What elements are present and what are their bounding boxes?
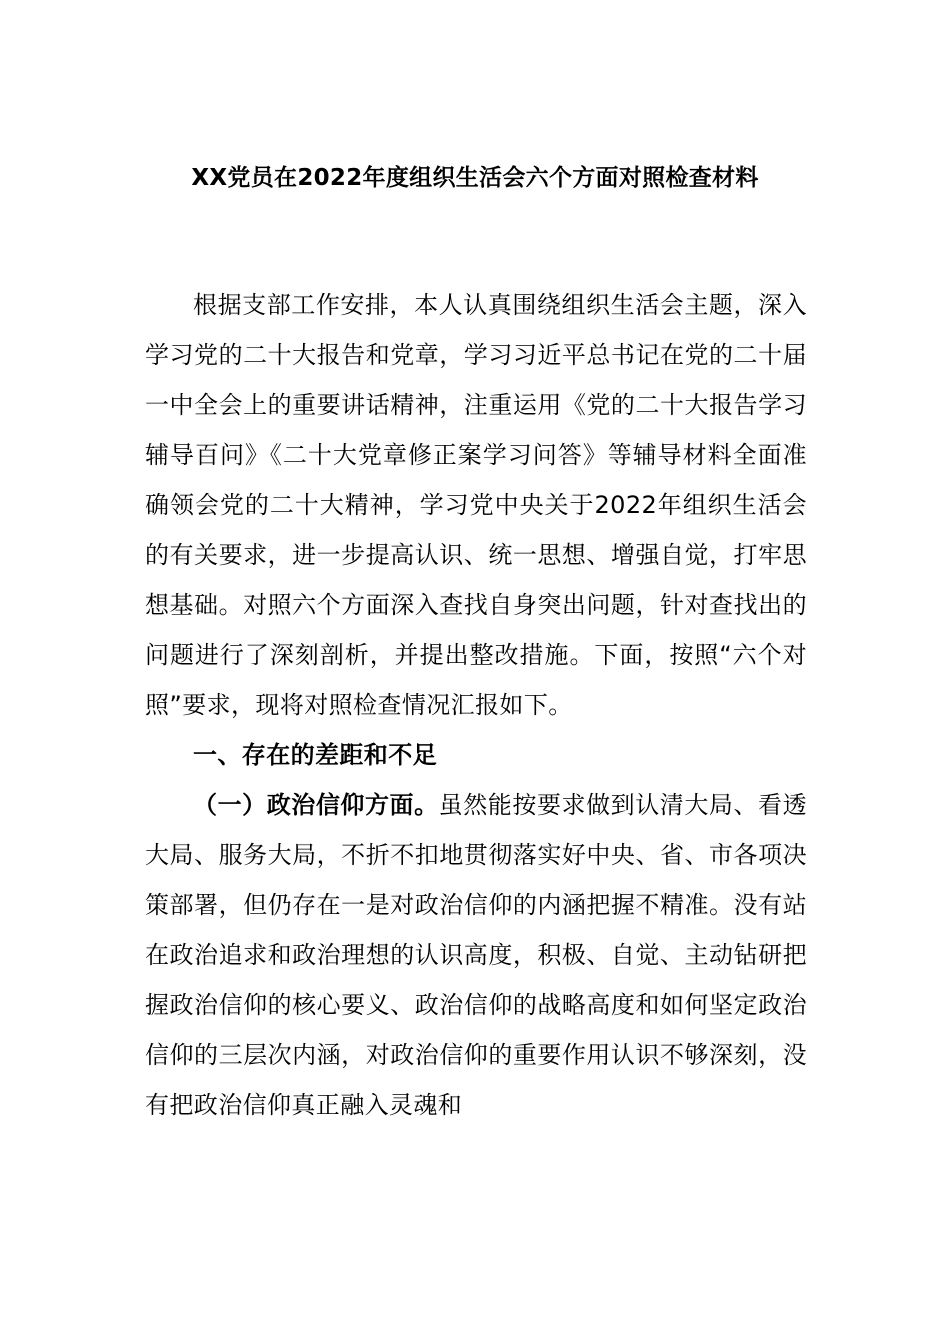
section-heading: 一、存在的差距和不足: [193, 741, 437, 769]
subsection-text: 虽然能按要求做到认清大局、看透大局、服务大局，不折不扣地贯彻落实好中央、省、市各项决策部署，但仍存在一是对政治信仰的内涵把握不精准。没有站在政治追求和政治理想的认识高度，积极、自觉、主动钻研把握政治信仰的核心要义、政治信仰的战略高度和如何坚定政治信仰的三层次内涵，对政治信仰的重要作用认识不够深刻，没有把政治信仰真正融入灵魂和: [145, 791, 808, 1119]
document-title: XX党员在2022年度组织生活会六个方面对照检查材料: [191, 165, 759, 191]
subsection-paragraph: [145, 780, 807, 1130]
subsection-lead: （一）政治信仰方面。: [193, 791, 439, 819]
intro-paragraph: 根据支部工作安排，本人认真围绕组织生活会主题，深入学习党的二十大报告和党章，学习习近平总书记在党的二十届一中全会上的重要讲话精神，注重运用《党的二十大报告学习辅导百问》《二十大党章修正案学习问答》等辅导材料全面准确领会党的二十大精神，学习党中央关于2022年组织生活会的有关要求，进一步提高认识、统一思想、增强自觉，打牢思想基础。对照六个方面深入查找自身突出问题，针对查找出的问题进行了深刻剖析，并提出整改措施。下面，按照“六个对照”要求，现将对照检查情况汇报如下。: [145, 291, 807, 719]
document-body: [145, 280, 807, 1130]
